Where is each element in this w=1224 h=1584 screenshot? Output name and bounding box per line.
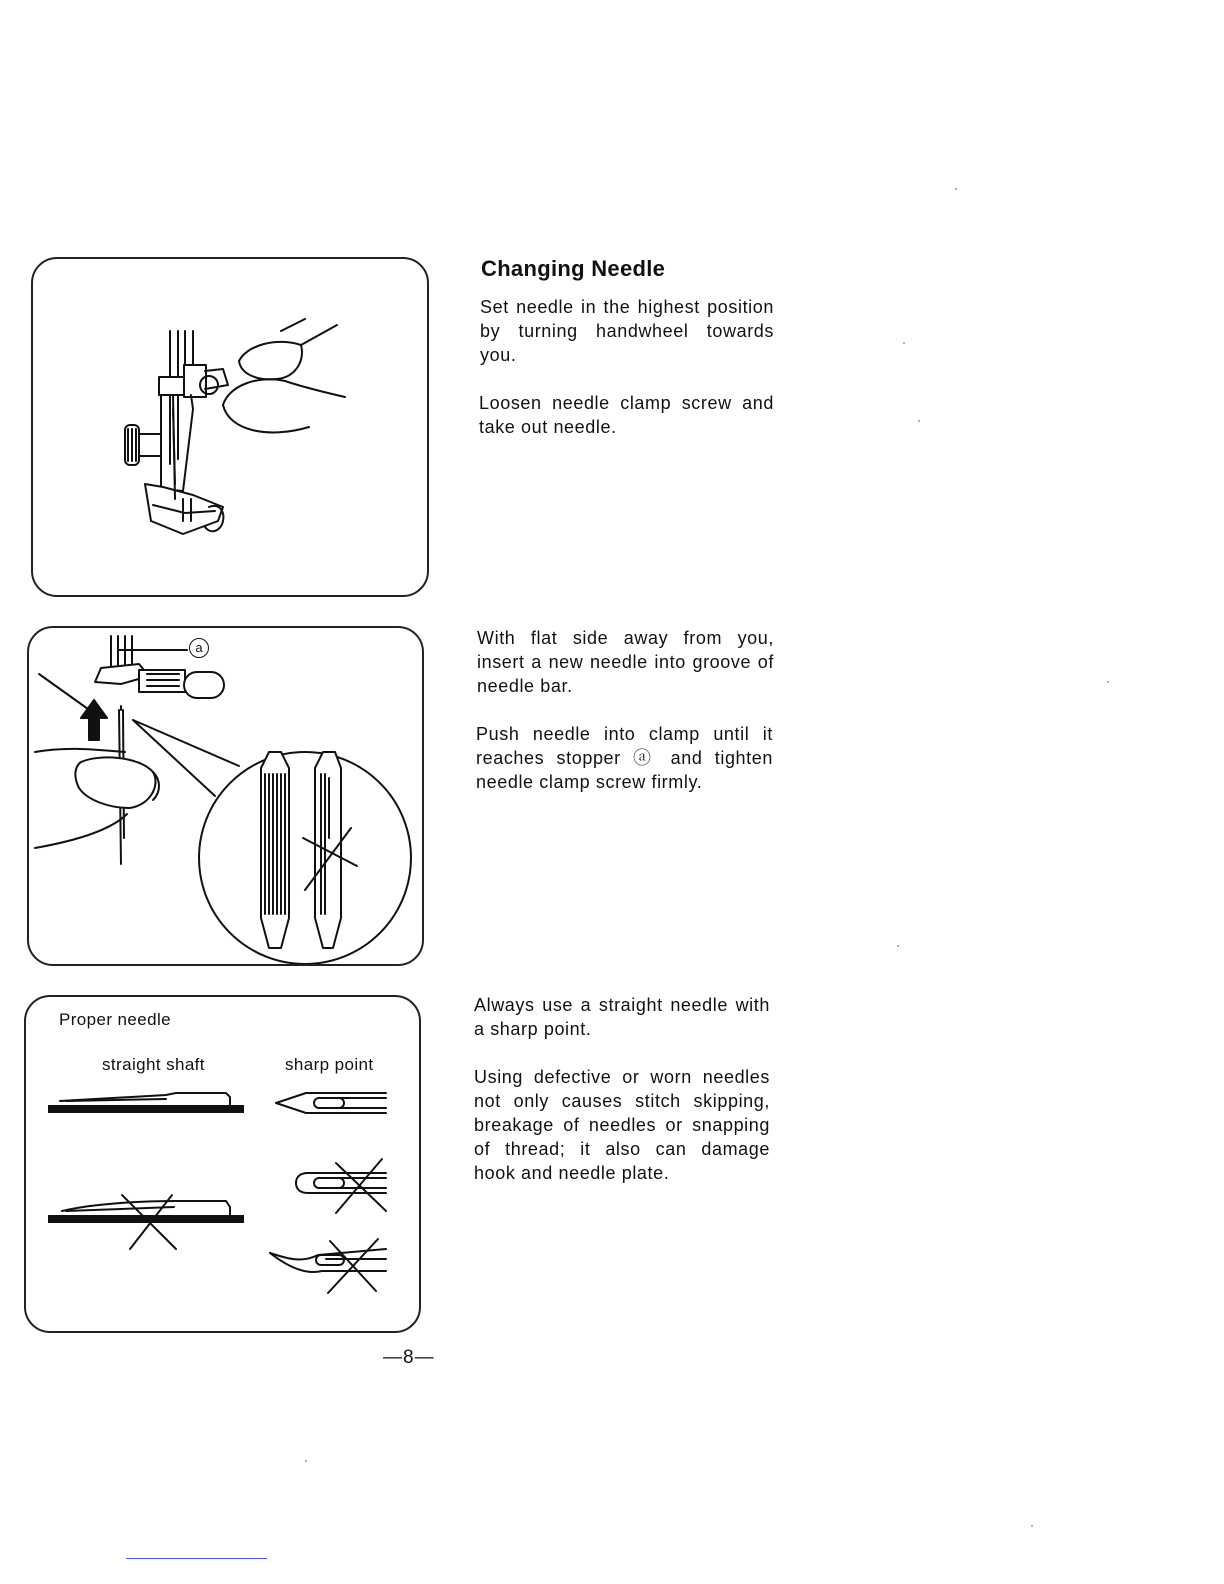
step1-paragraph-1: Set needle in the highest position by turning handwheel towards you. xyxy=(480,297,774,365)
sharp-point-label: sharp point xyxy=(285,1055,374,1074)
scan-artifact-line xyxy=(126,1558,267,1559)
step1-paragraph-2: Loosen needle clamp screw and take out needle. xyxy=(479,393,774,437)
step2-paragraph-1: With flat side away from you, insert a new needle into groove of needle bar. xyxy=(477,628,774,696)
section-title: Changing Needle xyxy=(481,256,666,281)
page-number: —8— xyxy=(383,1347,435,1368)
scan-dust xyxy=(1031,1525,1033,1527)
figure-insert-needle xyxy=(27,626,424,966)
figure-remove-needle xyxy=(31,257,429,597)
scan-dust xyxy=(955,188,957,190)
scan-dust xyxy=(1107,681,1109,683)
step3-paragraph-2: Using defective or worn needles not only causes stitch skipping, breakage of needles or snapping of thread; it also can damage hook and needle plate. xyxy=(474,1067,770,1183)
proper-needle-caption: Proper needle xyxy=(59,1010,171,1029)
scan-dust xyxy=(305,1460,307,1462)
figure-proper-needle xyxy=(24,995,421,1333)
straight-shaft-label: straight shaft xyxy=(102,1055,205,1074)
proper-needle-illustration xyxy=(26,997,419,1331)
scan-dust xyxy=(897,945,899,947)
scan-dust xyxy=(918,420,920,422)
needle-insertion-illustration xyxy=(29,628,422,964)
needle-removal-illustration xyxy=(33,259,427,595)
scan-dust xyxy=(903,342,905,344)
step3-paragraph-1: Always use a straight needle with a sharp point. xyxy=(474,995,770,1039)
stopper-callout xyxy=(189,638,209,658)
stopper-callout-label: a xyxy=(195,640,203,655)
step2-paragraph-2: Push needle into clamp until it reaches stopper ⓐ and tighten needle clamp screw firmly. xyxy=(476,724,773,792)
